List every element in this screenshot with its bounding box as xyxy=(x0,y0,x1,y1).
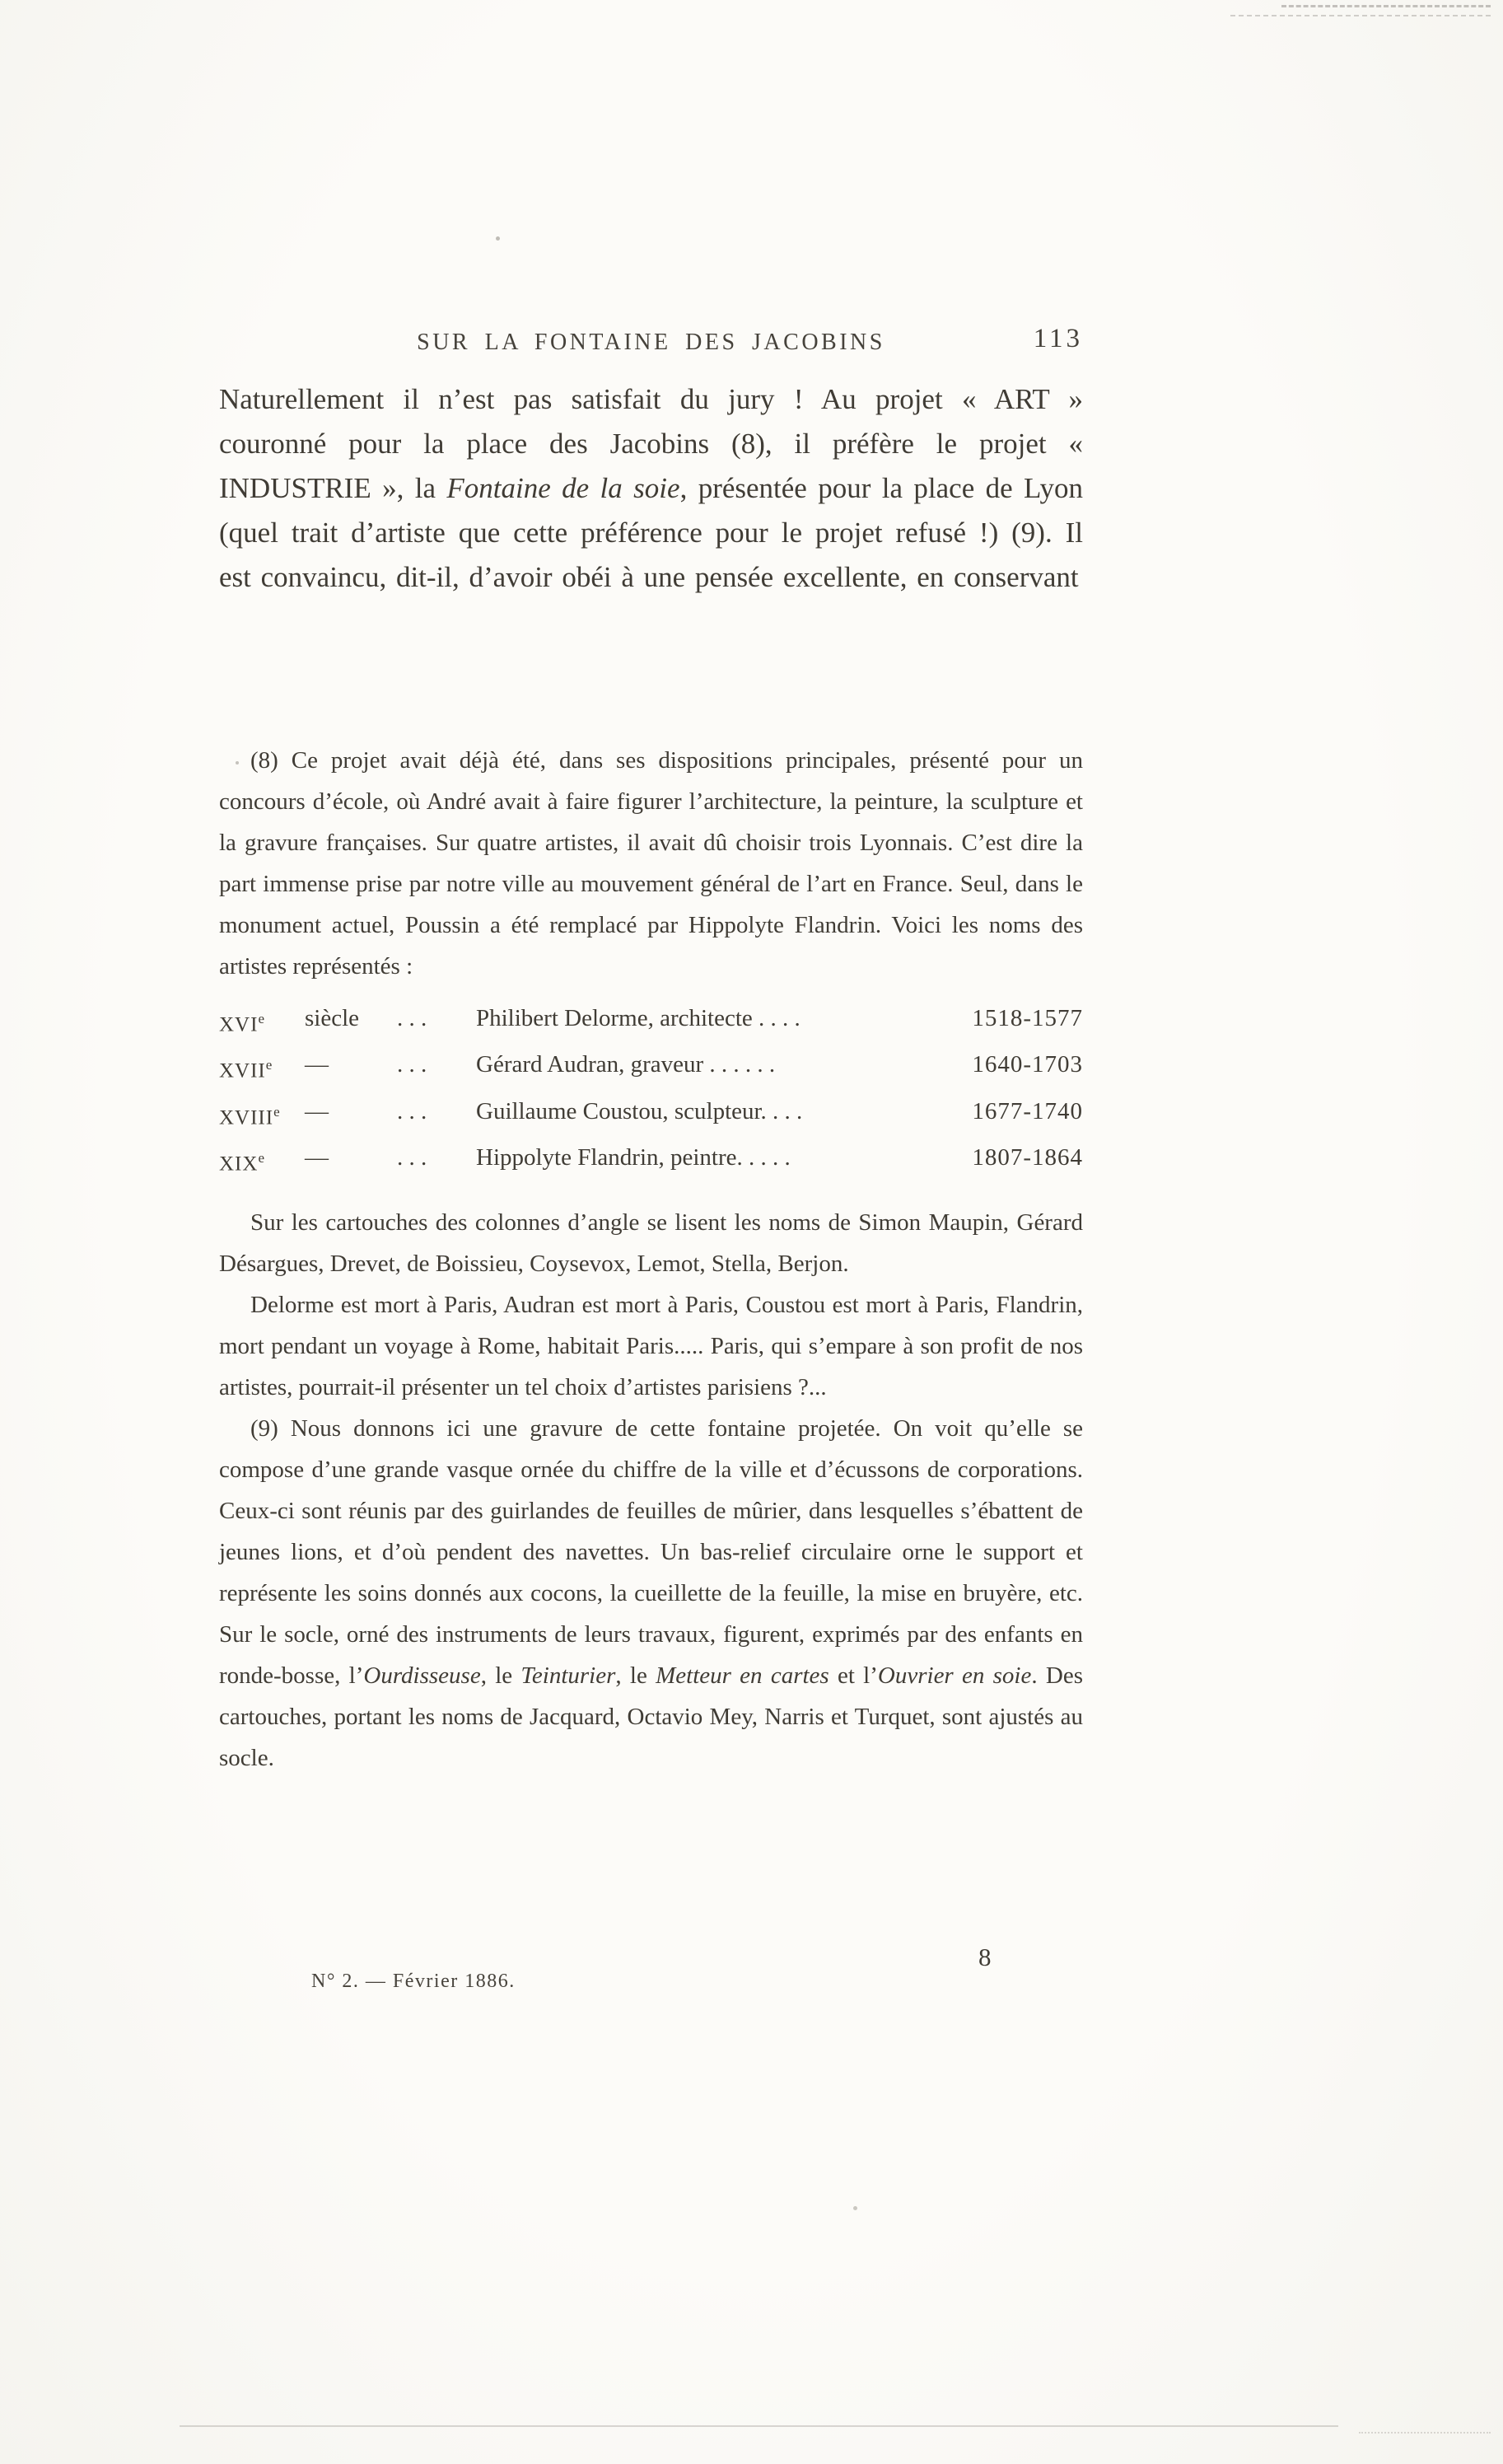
leader-dots: . . . xyxy=(397,1097,427,1124)
artist-century xyxy=(219,998,305,1045)
artists-table xyxy=(219,998,1083,1184)
artist-dates: 1518-1577 xyxy=(972,1005,1083,1031)
signature-number: 8 xyxy=(978,1943,992,1971)
leader-dots: . . . xyxy=(397,1005,427,1031)
artist-century-text: XVIII xyxy=(219,1106,274,1129)
artist-name: Gérard Audran, graveur . . . . . . xyxy=(476,1051,776,1078)
footnote-8-cartouches: Sur les cartouches des colonnes d’angle se lisent les noms de Simon Maupin, Gérard Désargues, Drevet, de Boissieu, Coysevox, Lemot, Stella, Berjon. xyxy=(219,1209,1083,1278)
artist-name: Guillaume Coustou, sculpteur. . . . xyxy=(476,1097,803,1124)
running-header-title: SUR LA FONTAINE DES JACOBINS xyxy=(417,330,885,355)
main-paragraph: Naturellement il n’est pas satisfait du jury ! Au projet « ART » couronné pour la place des Jacobins (8), il préfère le projet « INDUSTRIE », la Fontaine de la soie, présentée pour la place de Lyon (quel trait d’artiste que cette préférence pour le projet refusé !) (9). Il est convaincu, dit-il, d’avoir obéi à une pensée excellente, en conservant xyxy=(219,383,1083,593)
page-number: 113 xyxy=(1033,324,1083,353)
artist-century xyxy=(219,1138,305,1184)
artist-era: — xyxy=(305,1097,329,1124)
century-exponent: e xyxy=(258,1011,265,1026)
artist-dates: 1677-1740 xyxy=(972,1097,1083,1124)
artist-century xyxy=(219,1045,305,1091)
footnotes-section xyxy=(219,740,1083,1779)
leader-dots: . . . xyxy=(397,1051,427,1078)
artist-row xyxy=(219,1045,1083,1091)
artist-row xyxy=(219,1092,1083,1138)
artist-century-text: XVII xyxy=(219,1059,266,1082)
century-exponent: e xyxy=(258,1149,265,1166)
footnote-8-deaths: Delorme est mort à Paris, Audran est mort à Paris, Coustou est mort à Paris, Flandrin, mort pendant un voyage à Rome, habitait Paris..... Paris, qui s’empare à son profit de nos artistes, pourrait-il présenter un tel choix d’artistes parisiens ?... xyxy=(219,1292,1083,1401)
leader-dots: . . . xyxy=(397,1143,427,1171)
footnote-8-intro: (8) Ce projet avait déjà été, dans ses dispositions principales, présenté pour un concours d’école, où André avait à faire figurer l’architecture, la peinture, la sculpture et la gravure françaises. Sur quatre artistes, il avait dû choisir trois Lyonnais. C’est dire la part immense prise par notre ville au mouvement général de l’art en France. Seul, dans le monument actuel, Poussin a été remplacé par Hippolyte Flandrin. Voici les noms des artistes représentés : xyxy=(219,747,1083,980)
artist-row xyxy=(219,1138,1083,1184)
artist-row xyxy=(219,998,1083,1045)
scan-artifact-bottom-line-2 xyxy=(1359,2432,1491,2434)
artist-dates: 1640-1703 xyxy=(972,1051,1083,1078)
artist-era: — xyxy=(305,1143,329,1171)
artist-century-text: XVI xyxy=(219,1013,259,1036)
artist-name: Philibert Delorme, architecte . . . . xyxy=(476,1005,801,1031)
scan-speck xyxy=(853,2206,857,2210)
scan-artifact-bottom-line xyxy=(180,2425,1338,2427)
issue-date-line: N° 2. — Février 1886. xyxy=(311,1971,516,1992)
artist-name: Hippolyte Flandrin, peintre. . . . . xyxy=(476,1143,791,1171)
footnote-9: (9) Nous donnons ici une gravure de cette fontaine projetée. On voit qu’elle se compose d’une grande vasque ornée du chiffre de la ville et d’écussons de corporations. Ceux-ci sont réunis par des guirlandes de feuilles de mûrier, dans lesquelles s’ébattent de jeunes lions, et d’où pendent des navettes. Un bas-relief circulaire orne le support et représente les soins donnés aux cocons, la cueillette de la feuille, la mise en bruyère, etc. Sur le socle, orné des instruments de leurs travaux, figurent, exprimés par des enfants en ronde-bosse, l’Ourdisseuse, le Teinturier, le Metteur en cartes et l’Ouvrier en soie. Des cartouches, portant les noms de Jacquard, Octavio Mey, Narris et Turquet, sont ajustés au socle. xyxy=(219,1415,1083,1772)
scan-artifact-top-dashes xyxy=(1281,5,1491,7)
running-header xyxy=(219,324,1083,367)
artist-era: — xyxy=(305,1051,329,1078)
artist-century xyxy=(219,1092,305,1138)
scan-speck xyxy=(496,236,500,241)
century-exponent: e xyxy=(273,1103,281,1120)
artist-dates: 1807-1864 xyxy=(972,1143,1083,1171)
artist-century-text: XIX xyxy=(219,1153,259,1176)
century-exponent: e xyxy=(265,1057,273,1073)
scan-artifact-top-dashes-2 xyxy=(1230,15,1491,16)
artist-era: siècle xyxy=(305,1005,360,1031)
